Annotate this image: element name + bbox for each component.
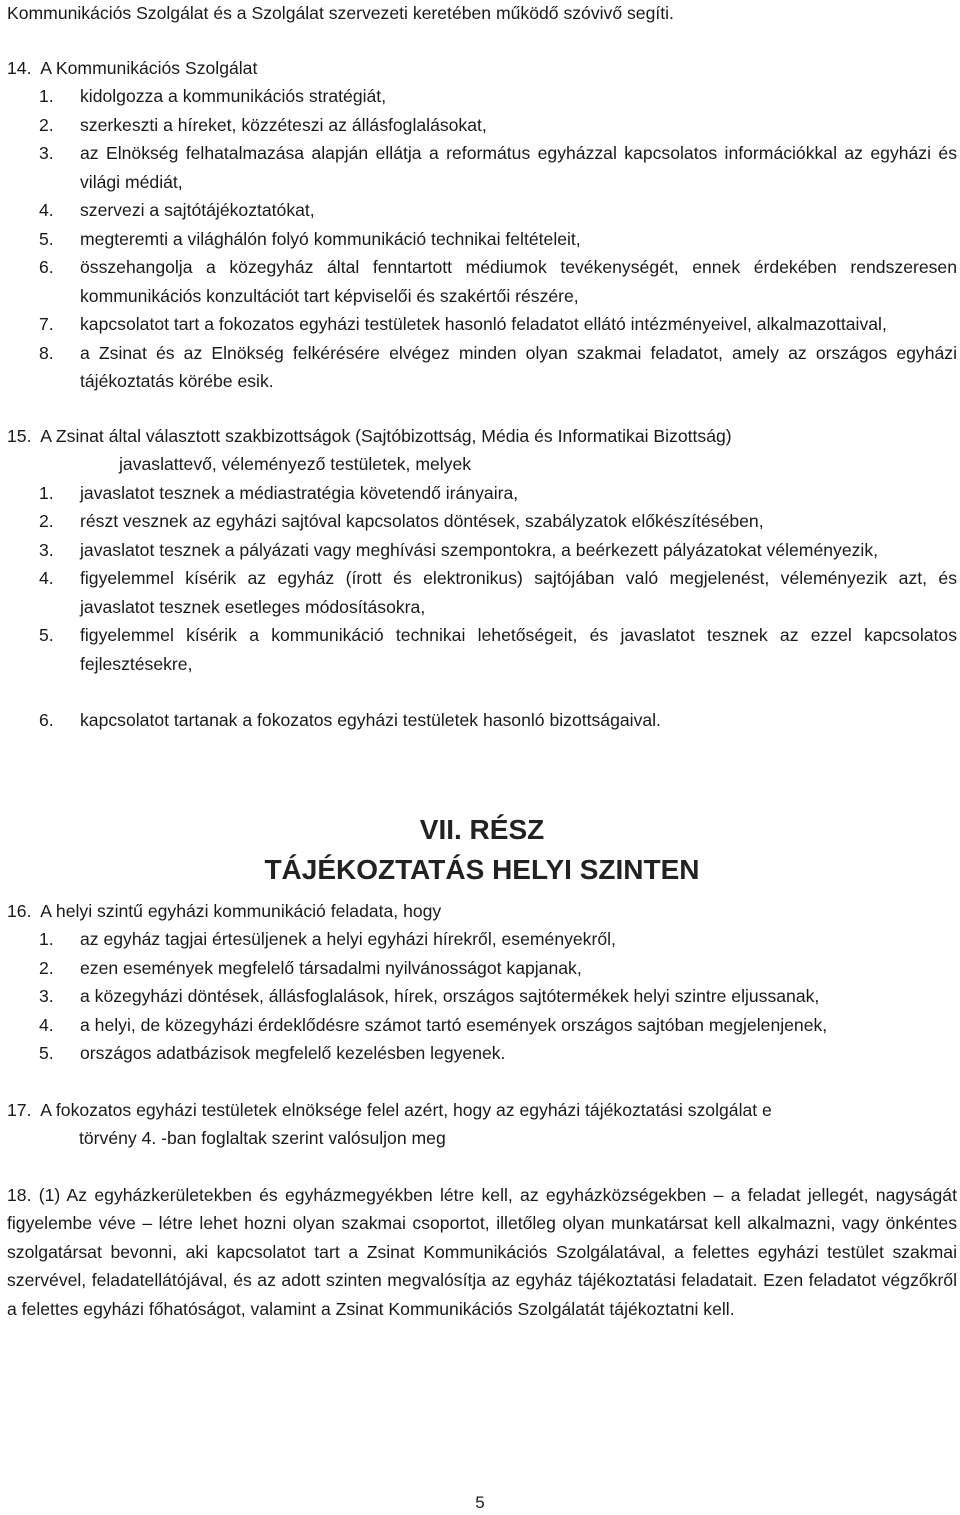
section-17-continuation: törvény 4. -ban foglaltak szerint valósuljon meg [79,1128,446,1148]
section-15 [7,422,957,735]
list-item-number: 5. [39,228,54,249]
section-14-heading: 14. A Kommunikációs Szolgálat [7,57,258,78]
list-item [7,196,957,225]
intro-paragraph: Kommunikációs Szolgálat és a Szolgálat szervezeti keretében működő szóvivő segíti. [7,3,674,23]
section-15-heading-continuation: javaslattevő, véleményező testületek, melyek [119,454,472,474]
list-item-text: megteremti a világhálón folyó kommunikáció technikai feltételeit, [80,228,581,249]
part-title-block [7,811,957,889]
list-item-number: 8. [39,342,54,363]
list-item [7,1011,957,1040]
list-item [7,706,957,735]
section-14-list [7,82,957,396]
list-item-number: 1. [39,86,54,106]
list-item [7,507,957,536]
section-15-heading: 15. A Zsinat által választott szakbizottságok (Sajtóbizottság, Média és Informatikai Bizottság) [7,425,732,446]
section-18-paragraph: 18. (1) Az egyházkerületekben és egyházmegyékben létre kell, az egyházközségekben – a feladat jellegét, nagyságát figyelembe véve – létre lehet hozni olyan szakmai csoportot, illetőleg olyan munkatársat kell alkalmazni, vagy önkéntes szolgatársat bevonni, aki kapcsolatot tart a Zsinat Kommunikációs Szolgálatával, a felettes egyházi testület szakmai szervével, feladatellátójával, és az adott szinten megvalósítja az egyház tájékoztatási feladatait. Ezen feladatot végzőkről a felettes egyházi főhatóságot, valamint a Zsinat Kommunikációs Szolgálatát tájékoztatni kell. [7,1184,957,1319]
document-page [7,0,957,1323]
list-item-text: szerkeszti a híreket, közzéteszi az állásfoglalásokat, [80,114,487,135]
list-item [7,82,957,111]
list-item-number: 6. [39,257,54,277]
list-item-text: figyelemmel kísérik az egyház (írott és elektronikus) sajtójában való megjelenést, véleményezik azt, és javaslatot tesznek esetleges módosításokra, [80,568,957,617]
section-17-heading: 17. A fokozatos egyházi testületek elnöksége felel azért, hogy az egyházi tájékoztatási szolgálat e [7,1099,772,1120]
list-item-text: a Zsinat és az Elnökség felkérésére elvégez minden olyan szakmai feladatot, amely az országos egyházi tájékoztatás körébe esik. [80,342,957,391]
list-item-text: részt vesznek az egyházi sajtóval kapcsolatos döntések, szabályzatok előkészítésében, [80,511,764,531]
list-item [7,339,957,396]
list-item [7,621,957,678]
list-item-number: 1. [39,929,54,949]
list-item-text: javaslatot tesznek a pályázati vagy meghívási szempontokra, a beérkezett pályázatokat véleményezik, [80,539,878,560]
list-item-text: a helyi, de közegyházi érdeklődésre számot tartó események országos sajtóban megjelenjenek, [80,1014,828,1035]
list-item-number: 3. [39,539,54,560]
list-item [7,111,957,140]
list-item-number: 3. [39,143,54,163]
list-item [7,139,957,196]
section-15-list [7,479,957,735]
list-item-text: ezen események megfelelő társadalmi nyilvánosságot kapjanak, [80,957,582,978]
section-14 [7,54,957,396]
list-item [7,954,957,983]
list-item-number: 7. [39,314,54,334]
list-item [7,1039,957,1068]
section-17 [7,1096,957,1153]
list-item-text: kapcsolatot tart a fokozatos egyházi testületek hasonló feladatot ellátó intézményeivel, alkalmazottaival, [80,314,887,334]
list-item-number: 2. [39,511,54,531]
section-16-heading: 16. A helyi szintű egyházi kommunikáció feladata, hogy [7,900,442,921]
list-item-number: 2. [39,114,54,135]
list-item-text: javaslatot tesznek a médiastratégia követendő irányaira, [80,482,519,503]
list-item-number: 5. [39,1043,54,1063]
page-number: 5 [475,1493,485,1512]
section-16 [7,897,957,1068]
list-item-number: 1. [39,482,54,503]
list-item-number: 4. [39,568,54,588]
list-item-text: az Elnökség felhatalmazása alapján ellátja a református egyházzal kapcsolatos információkkal az egyházi és világi médiát, [80,143,957,192]
list-item [7,310,957,339]
list-item-number: 2. [39,957,54,978]
list-item-text: kidolgozza a kommunikációs stratégiát, [80,86,387,106]
list-item [7,479,957,508]
list-item-number: 4. [39,200,54,220]
list-item [7,253,957,310]
list-item-text: a közegyházi döntések, állásfoglalások, hírek, országos sajtótermékek helyi szintre eljussanak, [80,986,820,1006]
list-item [7,982,957,1011]
list-item-text: figyelemmel kísérik a kommunikáció technikai lehetőségeit, és javaslatot tesznek az ezzel kapcsolatos fejlesztésekre, [80,625,957,674]
list-item-text: szervezi a sajtótájékoztatókat, [80,200,315,220]
section-18 [7,1181,957,1324]
list-item-text: országos adatbázisok megfelelő kezelésben legyenek. [80,1043,506,1063]
part-title: TÁJÉKOZTATÁS HELYI SZINTEN [264,853,700,885]
list-item-number: 4. [39,1014,54,1035]
list-item [7,536,957,565]
list-item [7,225,957,254]
list-item-text: kapcsolatot tartanak a fokozatos egyházi testületek hasonló bizottságaival. [80,710,661,730]
list-item-number: 6. [39,710,54,730]
part-number-title: VII. RÉSZ [419,813,545,845]
list-item-number: 3. [39,986,54,1006]
list-item-number: 5. [39,625,54,645]
list-item-text: összehangolja a közegyház által fenntartott médiumok tevékenységét, ennek érdekében rendszeresen kommunikációs konzultációt tart képviselői és szakértői részére, [80,257,957,306]
list-item [7,925,957,954]
list-item-text: az egyház tagjai értesüljenek a helyi egyházi hírekről, eseményekről, [80,929,616,949]
list-item [7,564,957,621]
section-16-list [7,925,957,1068]
